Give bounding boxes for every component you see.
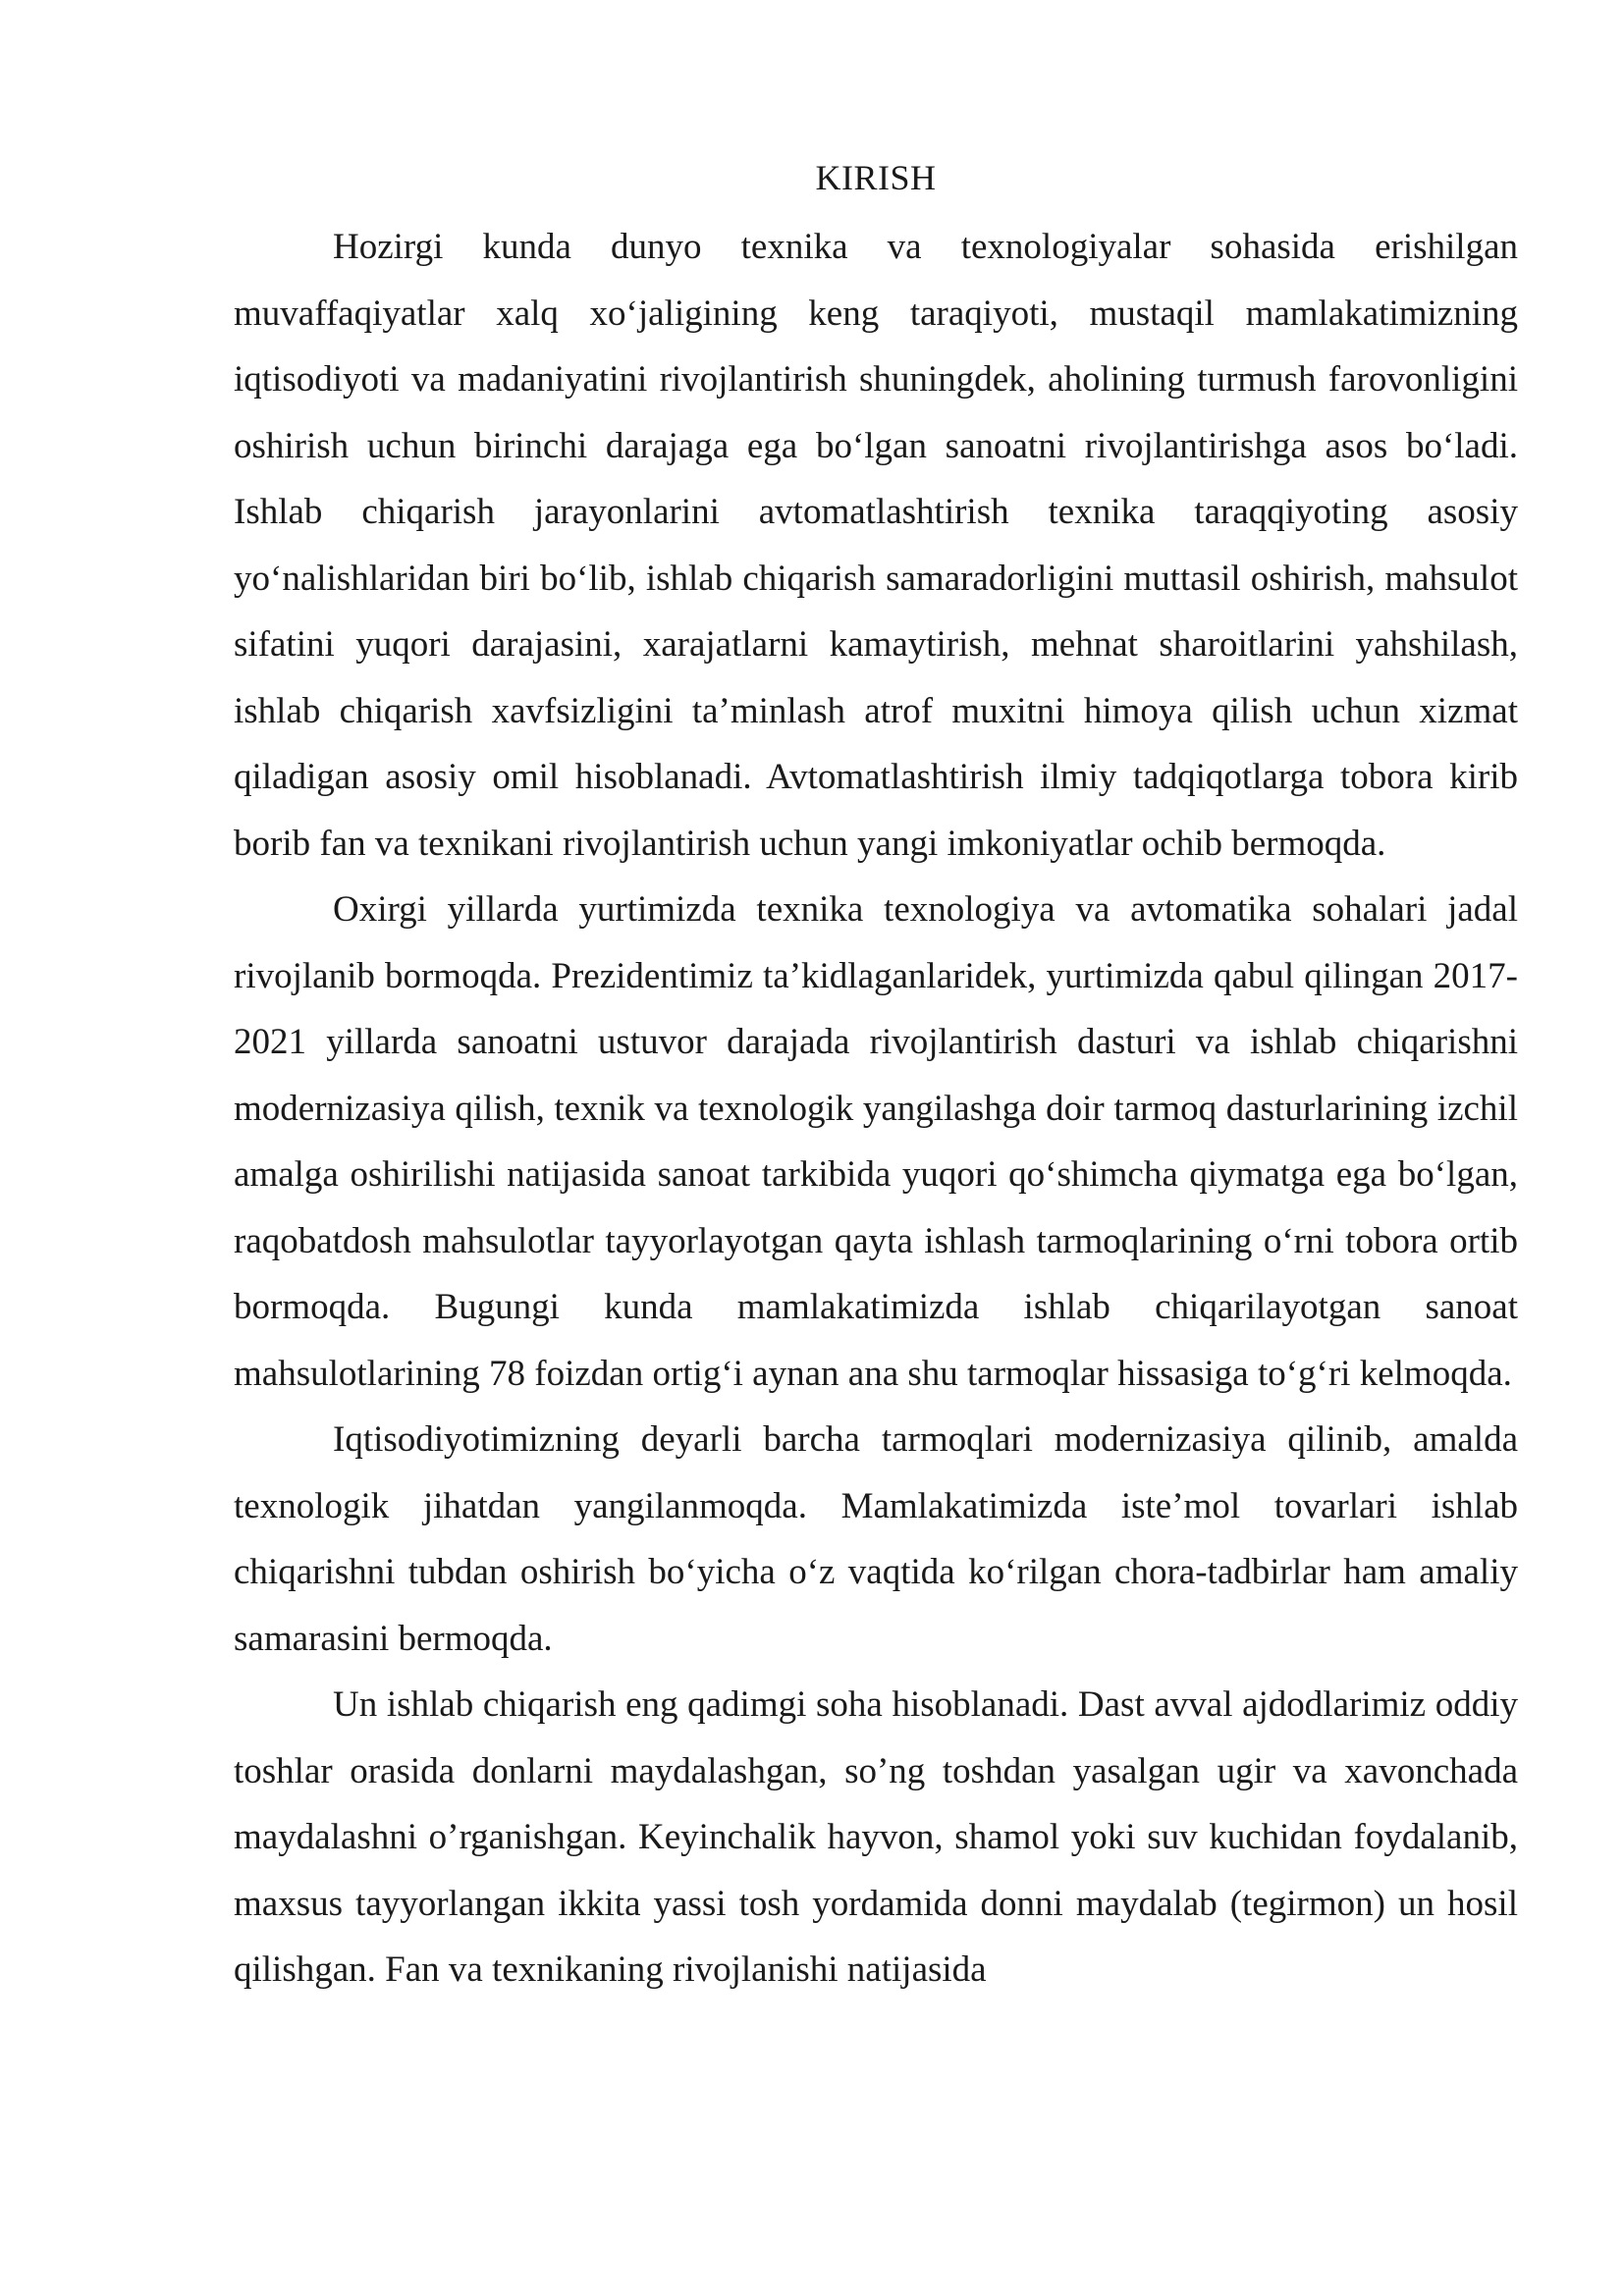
paragraph-flour-production: Un ishlab chiqarish eng qadimgi soha hisoblanadi. Dast avval ajdodlarimiz oddiy toshlar orasida donlarni maydalashgan, so’ng toshdan yasalgan ugir va xavonchada maydalashni o’rganishgan. Keyinchalik hayvon, shamol yoki suv kuchidan foydalanib, maxsus tayyorlangan ikkita yassi tosh yordamida donni maydalab (tegirmon) un hosil qilishgan. Fan va texnikaning rivojlanishi natijasida — [234, 1684, 1518, 1990]
paragraph-modernization: Iqtisodiyotimizning deyarli barcha tarmoqlari modernizasiya qilinib, amalda texnologik jihatdan yangilanmoqda. Mamlakatimizda iste’mol tovarlari ishlab chiqarishni tubdan oshirish bo‘yicha o‘z vaqtida ko‘rilgan chora-tadbirlar ham amaliy samarasini bermoqda. — [234, 1419, 1518, 1659]
page-title: KIRISH — [815, 158, 937, 197]
document-body — [234, 149, 1518, 2003]
paragraph-intro: Hozirgi kunda dunyo texnika va texnologiyalar sohasida erishilgan muvaffaqiyatlar xalq xo‘jaligining keng taraqiyoti, mustaqil mamlakatimizning iqtisodiyoti va madaniyatini rivojlantirish shuningdek, aholining turmush farovonligini oshirish uchun birinchi darajaga ega bo‘lgan sanoatni rivojlantirishga asos bo‘ladi. Ishlab chiqarish jarayonlarini avtomatlashtirish texnika taraqqiyoting asosiy yo‘nalishlaridan biri bo‘lib, ishlab chiqarish samaradorligini muttasil oshirish, mahsulot sifatini yuqori darajasini, xarajatlarni kamaytirish, mehnat sharoitlarini yahshilash, ishlab chiqarish xavfsizligini ta’minlash atrof muxitni himoya qilish uchun xizmat qiladigan asosiy omil hisoblanadi. Avtomatlashtirish ilmiy tadqiqotlarga tobora kirib borib fan va texnikani rivojlantirish uchun yangi imkoniyatlar ochib bermoqda. — [234, 227, 1518, 864]
paragraph-recent-years: Oxirgi yillarda yurtimizda texnika texnologiya va avtomatika sohalari jadal rivojlanib bormoqda. Prezidentimiz ta’kidlaganlaridek, yurtimizda qabul qilingan 2017-2021 yillarda sanoatni ustuvor darajada rivojlantirish dasturi va ishlab chiqarishni modernizasiya qilish, texnik va texnologik yangilashga doir tarmoq dasturlarining izchil amalga oshirilishi natijasida sanoat tarkibida yuqori qo‘shimcha qiymatga ega bo‘lgan, raqobatdosh mahsulotlar tayyorlayotgan qayta ishlash tarmoqlarining o‘rni tobora ortib bormoqda. Bugungi kunda mamlakatimizda ishlab chiqarilayotgan sanoat mahsulotlarining 78 foizdan ortig‘i aynan ana shu tarmoqlar hissasiga to‘g‘ri kelmoqda. — [234, 889, 1518, 1394]
